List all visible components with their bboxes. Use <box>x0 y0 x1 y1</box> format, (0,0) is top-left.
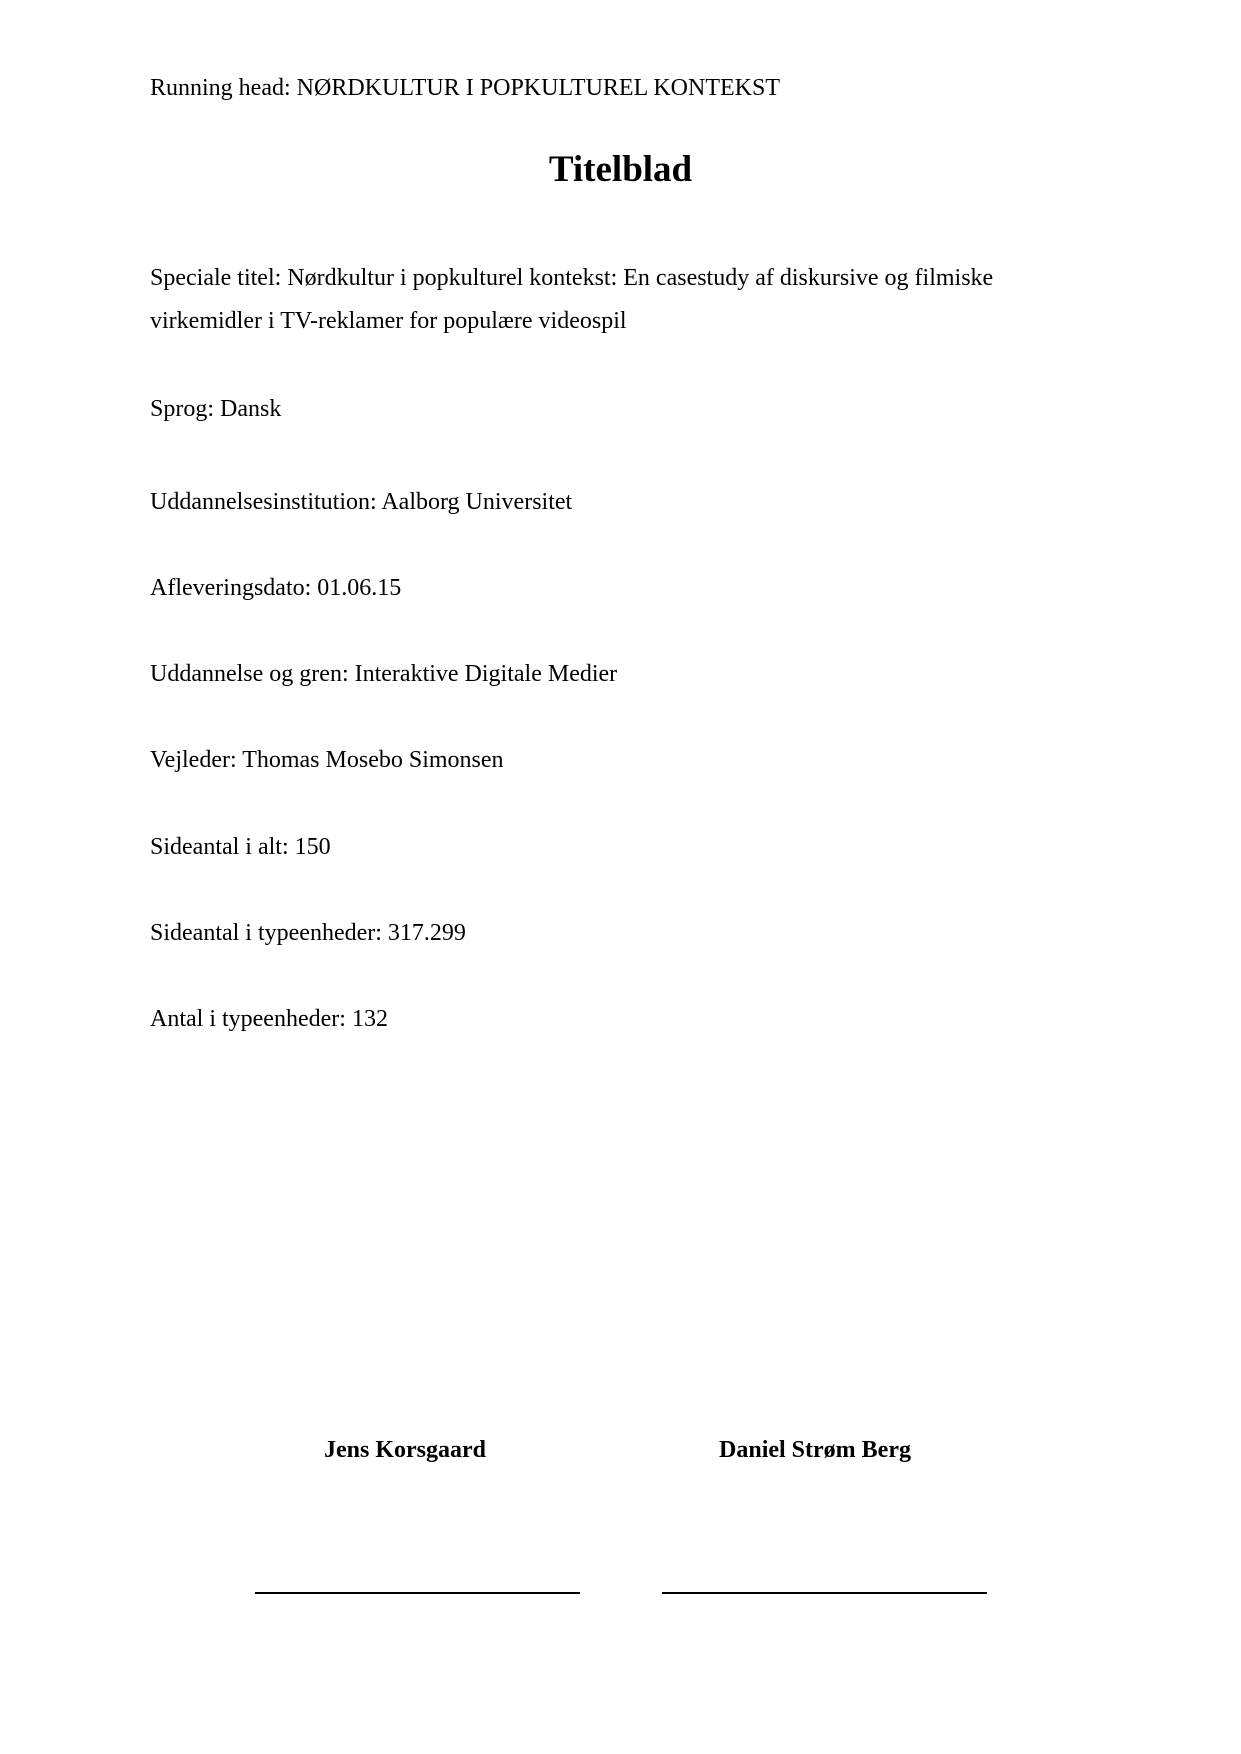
page-title: Titelblad <box>548 149 693 190</box>
field-label: Vejleder: <box>150 747 237 773</box>
field-value: Dansk <box>220 396 282 422</box>
field-label: Sprog: <box>150 396 215 422</box>
field-label: Sideantal i alt: <box>150 834 289 860</box>
field-value: Nørdkultur i popkulturel kontekst: En casestudy af diskursive og filmiske virkemidler i TV-reklamer for populære videospil <box>150 265 994 334</box>
signature-name-author-2: Daniel Strøm Berg <box>719 1437 911 1463</box>
field-thesis-title <box>150 257 1110 343</box>
field-supervisor <box>150 739 504 782</box>
field-label: Uddannelse og gren: <box>150 661 349 687</box>
field-education <box>150 653 617 696</box>
field-value: 132 <box>351 1006 388 1032</box>
signature-line-author-1 <box>255 1592 580 1594</box>
field-label: Antal i typeenheder: <box>150 1006 346 1032</box>
field-value: 01.06.15 <box>317 575 402 601</box>
running-head: Running head: NØRDKULTUR I POPKULTUREL KONTEKST <box>150 75 780 101</box>
field-value: Thomas Mosebo Simonsen <box>242 747 504 773</box>
field-label: Speciale titel: <box>150 265 282 291</box>
field-label: Afleveringsdato: <box>150 575 312 601</box>
field-page-count <box>150 826 331 869</box>
field-type-units-count <box>150 998 388 1041</box>
field-value: 150 <box>294 834 331 860</box>
field-value: Interaktive Digitale Medier <box>354 661 618 687</box>
signature-name-author-1: Jens Korsgaard <box>324 1437 486 1463</box>
field-type-units-pages <box>150 912 466 955</box>
field-submission-date <box>150 567 401 610</box>
field-value: Aalborg Universitet <box>381 489 573 515</box>
field-language <box>150 388 281 431</box>
field-value: 317.299 <box>387 920 466 946</box>
field-label: Uddannelsesinstitution: <box>150 489 377 515</box>
field-label: Sideantal i typeenheder: <box>150 920 382 946</box>
field-institution <box>150 481 572 524</box>
signature-line-author-2 <box>662 1592 987 1594</box>
